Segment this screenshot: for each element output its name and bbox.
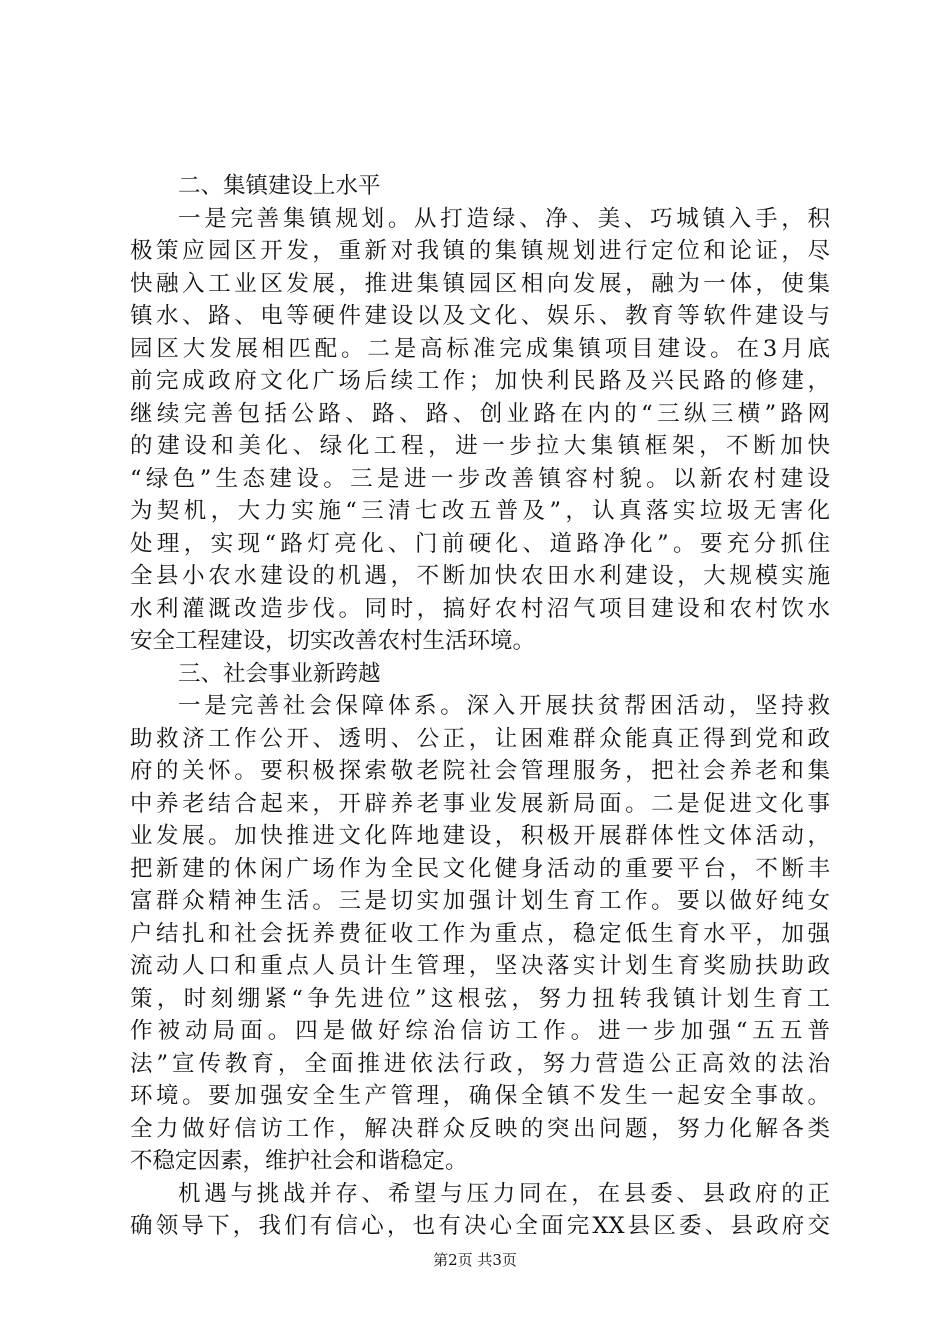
paragraph-line: 一是完善社会保障体系。深入开展扶贫帮困活动，坚持救 (178, 693, 830, 719)
paragraph-line: 策，时刻绷紧“争先进位”这根弦，努力扭转我镇计划生育工 (130, 985, 830, 1012)
paragraph-line: 业发展。加快推进文化阵地建设，积极开展群体性文体活动， (130, 823, 830, 849)
paragraph-line: 府的关怀。要积极探索敬老院社会管理服务，把社会养老和集 (130, 758, 830, 784)
paragraph-line: 环境。要加强安全生产管理，确保全镇不发生一起安全事故。 (130, 1083, 830, 1109)
paragraph-line: “绿色”生态建设。三是进一步改善镇容村貌。以新农村建设 (130, 465, 830, 492)
paragraph-line: 镇水、路、电等硬件建设以及文化、娱乐、教育等软件建设与 (130, 303, 830, 329)
page-footer: 第2页 共3页 (433, 1251, 517, 1269)
section-heading-social-affairs: 三、社会事业新跨越 (178, 660, 381, 687)
document-body (130, 170, 830, 1243)
paragraph-line: 园区大发展相匹配。二是高标准完成集镇项目建设。在3月底 (130, 335, 830, 362)
paragraph-line: 中养老结合起来，开辟养老事业发展新局面。二是促进文化事 (130, 790, 830, 817)
paragraph-line: 全县小农水建设的机遇，不断加快农田水利建设，大规模实施 (130, 563, 830, 589)
paragraph-line: 为契机，大力实施“三清七改五普及”，认真落实垃圾无害化 (130, 498, 830, 524)
paragraph-line: 全力做好信访工作，解决群众反映的突出问题，努力化解各类 (130, 1115, 830, 1142)
paragraph-line: 安全工程建设，切实改善农村生活环境。 (130, 628, 536, 654)
paragraph-line: 水利灌溉改造步伐。同时，搞好农村沼气项目建设和农村饮水 (130, 595, 830, 622)
paragraph-line: 前完成政府文化广场后续工作；加快利民路及兴民路的修建， (130, 368, 830, 394)
paragraph-line: 确领导下，我们有信心，也有决心全面完XX县区委、县政府交 (130, 1213, 830, 1239)
paragraph-line: 处理，实现“路灯亮化、门前硬化、道路净化”。要充分抓住 (130, 530, 830, 557)
section-heading-town-construction: 二、集镇建设上水平 (178, 173, 381, 199)
paragraph-line: 的建设和美化、绿化工程，进一步拉大集镇框架，不断加快 (130, 433, 830, 459)
paragraph-line: 把新建的休闲广场作为全民文化健身活动的重要平台，不断丰 (130, 855, 830, 882)
paragraph-line: 作被动局面。四是做好综治信访工作。进一步加强“五五普 (130, 1018, 830, 1044)
paragraph-line: 法”宣传教育，全面推进依法行政，努力营造公正高效的法治 (130, 1050, 830, 1077)
paragraph-line: 极策应园区开发，重新对我镇的集镇规划进行定位和论证，尽 (130, 238, 830, 264)
paragraph-line: 一是完善集镇规划。从打造绿、净、美、巧城镇入手，积 (178, 205, 830, 232)
paragraph-line: 不稳定因素，维护社会和谐稳定。 (130, 1148, 468, 1174)
paragraph-line: 继续完善包括公路、路、路、创业路在内的“三纵三横”路网 (130, 400, 830, 427)
paragraph-line: 富群众精神生活。三是切实加强计划生育工作。要以做好纯女 (130, 888, 830, 914)
paragraph-line: 快融入工业区发展，推进集镇园区相向发展，融为一体，使集 (130, 270, 830, 297)
paragraph-line: 流动人口和重点人员计生管理，坚决落实计划生育奖励扶助政 (130, 953, 830, 979)
paragraph-line: 助救济工作公开、透明、公正，让困难群众能真正得到党和政 (130, 725, 830, 752)
paragraph-line: 户结扎和社会抚养费征收工作为重点，稳定低生育水平，加强 (130, 920, 830, 947)
paragraph-line: 机遇与挑战并存、希望与压力同在，在县委、县政府的正 (178, 1180, 830, 1207)
